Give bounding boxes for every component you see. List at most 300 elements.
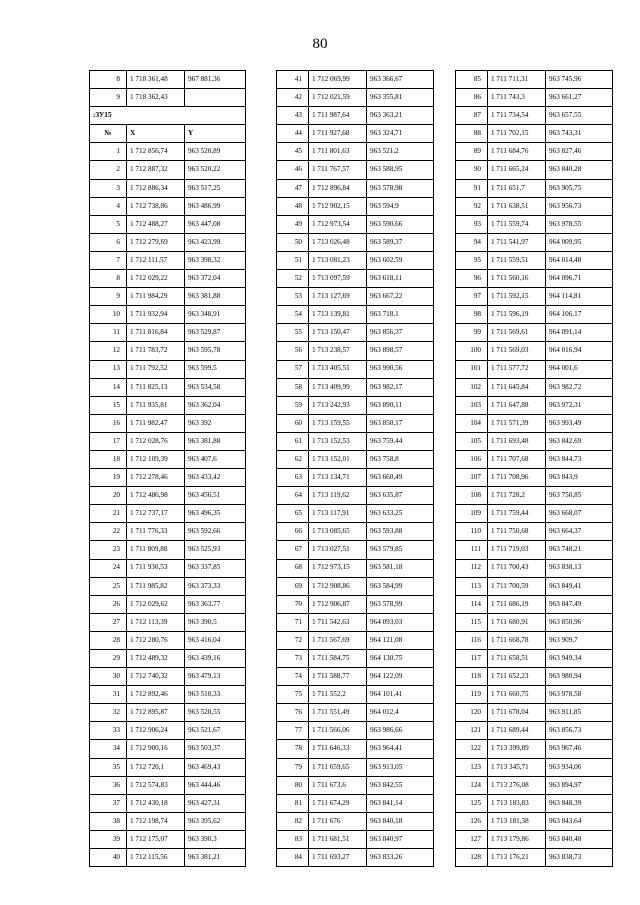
x-coordinate: 1 718 362,43 (127, 89, 185, 107)
table-row (277, 469, 434, 487)
point-number: 54 (277, 306, 309, 324)
x-coordinate: 1 713 399,89 (488, 740, 546, 758)
coordinates-table-1-body (90, 71, 246, 867)
table-row (456, 396, 613, 414)
table-row (90, 812, 246, 830)
y-coordinate: 963 842,55 (367, 776, 434, 794)
y-coordinate: 963 486,99 (185, 197, 246, 215)
point-number: 37 (90, 794, 127, 812)
y-coordinate: 963 395,62 (185, 812, 246, 830)
x-coordinate: 1 711 776,33 (127, 523, 185, 541)
x-coordinate: 1 712 029,62 (127, 595, 185, 613)
y-coordinate: 963 967,46 (546, 740, 613, 758)
y-coordinate: 963 590,66 (367, 215, 434, 233)
table-row (90, 179, 246, 197)
x-coordinate: 1 711 702,15 (488, 125, 546, 143)
y-coordinate: 963 898,57 (367, 342, 434, 360)
x-coordinate: 1 712 113,39 (127, 613, 185, 631)
point-number: 5 (90, 215, 127, 233)
table-row (277, 758, 434, 776)
table-row (277, 378, 434, 396)
y-coordinate: 963 841,14 (367, 794, 434, 812)
point-number: 81 (277, 794, 309, 812)
table-row (277, 125, 434, 143)
y-coordinate: 963 911,85 (546, 704, 613, 722)
x-coordinate: 1 713 183,83 (488, 794, 546, 812)
table-row (277, 71, 434, 89)
y-coordinate: 963 381,88 (185, 288, 246, 306)
x-coordinate: 1 712 737,17 (127, 505, 185, 523)
y-coordinate: 963 660,49 (367, 469, 434, 487)
x-coordinate: 1 711 674,29 (309, 794, 367, 812)
x-coordinate: 1 712 175,07 (127, 830, 185, 848)
y-coordinate: 963 667,22 (367, 288, 434, 306)
point-number: 126 (456, 812, 488, 830)
y-coordinate: 963 827,46 (546, 143, 613, 161)
x-coordinate: 1 711 708,96 (488, 469, 546, 487)
table-row (456, 107, 613, 125)
point-number: 59 (277, 396, 309, 414)
table-row (456, 613, 613, 631)
x-coordinate: 1 711 559,74 (488, 215, 546, 233)
table-row (277, 414, 434, 432)
point-number: 83 (277, 830, 309, 848)
table-row (277, 650, 434, 668)
table-row (277, 360, 434, 378)
table-row (456, 812, 613, 830)
table-row (456, 414, 613, 432)
point-number: 63 (277, 469, 309, 487)
x-coordinate: 1 713 159,55 (309, 414, 367, 432)
coordinates-table-1 (89, 70, 246, 867)
x-coordinate: 1 713 081,23 (309, 251, 367, 269)
point-number: 36 (90, 776, 127, 794)
point-number: 69 (277, 577, 309, 595)
table-row (456, 487, 613, 505)
y-coordinate: 963 521,67 (185, 722, 246, 740)
table-row (90, 487, 246, 505)
y-coordinate: 963 525,93 (185, 541, 246, 559)
y-coordinate: 963 913,05 (367, 758, 434, 776)
table-row (90, 396, 246, 414)
table-row (277, 270, 434, 288)
table-row (456, 233, 613, 251)
y-coordinate: 963 398,32 (185, 251, 246, 269)
y-coordinate: 963 718,1 (367, 306, 434, 324)
x-coordinate: 1 711 684,76 (488, 143, 546, 161)
x-coordinate: 1 711 551,49 (309, 704, 367, 722)
y-coordinate: 963 529,87 (185, 324, 246, 342)
table-row (90, 414, 246, 432)
x-coordinate: 1 712 028,76 (127, 432, 185, 450)
point-number: 71 (277, 613, 309, 631)
x-coordinate: 1 711 689,44 (488, 722, 546, 740)
table-row (90, 251, 246, 269)
x-coordinate: 1 713 238,57 (309, 342, 367, 360)
point-number: 97 (456, 288, 488, 306)
point-number: 127 (456, 830, 488, 848)
y-coordinate: 963 578,99 (367, 595, 434, 613)
y-coordinate: 963 578,98 (367, 179, 434, 197)
y-coordinate: 963 469,43 (185, 758, 246, 776)
x-coordinate: 1 713 119,62 (309, 487, 367, 505)
table-row (277, 631, 434, 649)
x-coordinate: 1 713 181,38 (488, 812, 546, 830)
y-coordinate: 963 890,11 (367, 396, 434, 414)
y-coordinate: 963 843,9 (546, 469, 613, 487)
point-number: 117 (456, 650, 488, 668)
x-coordinate: 1 711 588,77 (309, 668, 367, 686)
y-coordinate: 964 014,48 (546, 251, 613, 269)
table-row (90, 71, 246, 89)
table-row (277, 450, 434, 468)
point-number: 34 (90, 740, 127, 758)
coordinates-table-2 (276, 70, 434, 867)
y-coordinate: 963 348,91 (185, 306, 246, 324)
y-coordinate: 963 956,73 (546, 197, 613, 215)
y-coordinate: 964 121,08 (367, 631, 434, 649)
point-number: 28 (90, 631, 127, 649)
x-coordinate: 1 711 552,2 (309, 686, 367, 704)
point-number: 91 (456, 179, 488, 197)
y-coordinate: 963 664,37 (546, 523, 613, 541)
point-number: 100 (456, 342, 488, 360)
y-coordinate: 963 838,13 (546, 559, 613, 577)
point-number: 128 (456, 849, 488, 867)
table-row (456, 378, 613, 396)
x-coordinate: 1 711 816,84 (127, 324, 185, 342)
y-coordinate: 964 130,75 (367, 650, 434, 668)
y-coordinate: 963 363,77 (185, 595, 246, 613)
x-coordinate: 1 711 592,15 (488, 288, 546, 306)
y-coordinate: 963 743,31 (546, 125, 613, 143)
table-row (277, 161, 434, 179)
y-coordinate: 963 844,73 (546, 450, 613, 468)
x-coordinate: 1 711 750,68 (488, 523, 546, 541)
table-row (456, 776, 613, 794)
y-coordinate: 964 101,41 (367, 686, 434, 704)
y-coordinate: 964 114,81 (546, 288, 613, 306)
x-coordinate: 1 711 711,31 (488, 71, 546, 89)
x-coordinate: 1 711 542,63 (309, 613, 367, 631)
x-coordinate: 1 711 982,47 (127, 414, 185, 432)
x-coordinate: 1 711 566,06 (309, 722, 367, 740)
point-number: 13 (90, 360, 127, 378)
table-row (456, 577, 613, 595)
x-coordinate: 1 711 673,6 (309, 776, 367, 794)
point-number: 26 (90, 595, 127, 613)
y-coordinate: 963 964,41 (367, 740, 434, 758)
x-coordinate: 1 711 927,68 (309, 125, 367, 143)
x-coordinate: 1 712 280,76 (127, 631, 185, 649)
x-coordinate: 1 712 973,15 (309, 559, 367, 577)
point-number: 11 (90, 324, 127, 342)
x-coordinate: 1 711 651,7 (488, 179, 546, 197)
x-coordinate: 1 713 405,51 (309, 360, 367, 378)
y-coordinate: 963 392 (185, 414, 246, 432)
point-number: 31 (90, 686, 127, 704)
x-coordinate: 1 711 707,68 (488, 450, 546, 468)
y-coordinate: 963 850,96 (546, 613, 613, 631)
x-coordinate: 1 712 111,57 (127, 251, 185, 269)
point-number: 20 (90, 487, 127, 505)
x-coordinate: 1 712 902,15 (309, 197, 367, 215)
y-coordinate: 963 842,69 (546, 432, 613, 450)
point-number: 22 (90, 523, 127, 541)
table-row (456, 270, 613, 288)
y-coordinate: 963 372,04 (185, 270, 246, 288)
y-coordinate: 963 390,5 (185, 613, 246, 631)
point-number: 49 (277, 215, 309, 233)
x-coordinate: 1 712 973,54 (309, 215, 367, 233)
table-row (277, 324, 434, 342)
x-coordinate: 1 713 085,65 (309, 523, 367, 541)
y-coordinate: 963 433,42 (185, 469, 246, 487)
table-row (277, 215, 434, 233)
point-number: 67 (277, 541, 309, 559)
table-row (456, 595, 613, 613)
x-coordinate: 1 712 856,74 (127, 143, 185, 161)
point-number: 50 (277, 233, 309, 251)
point-number: 85 (456, 71, 488, 89)
point-number: 76 (277, 704, 309, 722)
table-row (90, 849, 246, 867)
x-coordinate: 1 711 665,24 (488, 161, 546, 179)
point-number: 61 (277, 432, 309, 450)
y-coordinate: 964 096,71 (546, 270, 613, 288)
table-row (277, 686, 434, 704)
table-row (277, 288, 434, 306)
point-number: 39 (90, 830, 127, 848)
y-coordinate: 964 001,6 (546, 360, 613, 378)
point-number: 57 (277, 360, 309, 378)
y-coordinate: 963 588,95 (367, 161, 434, 179)
table-row (456, 251, 613, 269)
y-coordinate: 963 447,08 (185, 215, 246, 233)
y-coordinate: 963 407,6 (185, 450, 246, 468)
point-number: 19 (90, 469, 127, 487)
point-number: 8 (90, 71, 127, 89)
page-number: 80 (312, 36, 328, 52)
table-row (90, 89, 246, 107)
table-row (456, 197, 613, 215)
x-coordinate: 1 711 783,72 (127, 342, 185, 360)
y-coordinate: 963 579,85 (367, 541, 434, 559)
point-number: 105 (456, 432, 488, 450)
point-number: 112 (456, 559, 488, 577)
point-number: 3 (90, 179, 127, 197)
point-number: 72 (277, 631, 309, 649)
x-coordinate: 1 711 680,91 (488, 613, 546, 631)
point-number: 30 (90, 668, 127, 686)
table-row (456, 324, 613, 342)
x-coordinate: 1 711 668,78 (488, 631, 546, 649)
y-coordinate: 963 949,34 (546, 650, 613, 668)
table-row (90, 469, 246, 487)
x-coordinate: 1 712 896,84 (309, 179, 367, 197)
y-coordinate: 963 986,66 (367, 722, 434, 740)
table-row (90, 722, 246, 740)
point-number: 94 (456, 233, 488, 251)
point-number: 78 (277, 740, 309, 758)
point-number: 41 (277, 71, 309, 89)
y-coordinate: 963 594,9 (367, 197, 434, 215)
table-row (90, 613, 246, 631)
point-number: 51 (277, 251, 309, 269)
x-coordinate: 1 713 134,71 (309, 469, 367, 487)
y-coordinate: 963 978,58 (546, 686, 613, 704)
y-coordinate: 963 595,78 (185, 342, 246, 360)
x-coordinate: 1 712 488,27 (127, 215, 185, 233)
y-coordinate: 964 012,4 (367, 704, 434, 722)
x-coordinate: 1 711 930,53 (127, 559, 185, 577)
x-coordinate: 1 713 026,48 (309, 233, 367, 251)
table-row (277, 704, 434, 722)
point-number: 106 (456, 450, 488, 468)
y-coordinate (185, 89, 246, 107)
table-row (277, 396, 434, 414)
point-number: 38 (90, 812, 127, 830)
point-number: 73 (277, 650, 309, 668)
table-row (90, 740, 246, 758)
point-number: 23 (90, 541, 127, 559)
table-row (277, 595, 434, 613)
table-row (277, 107, 434, 125)
x-coordinate: 1 712 738,86 (127, 197, 185, 215)
table-row (456, 125, 613, 143)
table-row (456, 541, 613, 559)
x-coordinate: 1 711 700,59 (488, 577, 546, 595)
y-coordinate: 963 337,85 (185, 559, 246, 577)
x-coordinate: 1 712 198,74 (127, 812, 185, 830)
point-number: 120 (456, 704, 488, 722)
y-coordinate: 963 520,55 (185, 704, 246, 722)
y-coordinate: 963 661,27 (546, 89, 613, 107)
x-coordinate: 1 712 720,1 (127, 758, 185, 776)
table-row (456, 559, 613, 577)
table-row (456, 631, 613, 649)
point-number: 75 (277, 686, 309, 704)
x-coordinate: 1 712 887,32 (127, 161, 185, 179)
point-number: 35 (90, 758, 127, 776)
table-row (277, 197, 434, 215)
y-coordinate: 963 592,66 (185, 523, 246, 541)
y-coordinate: 963 373,33 (185, 577, 246, 595)
x-coordinate: 1 711 660,75 (488, 686, 546, 704)
table-row (277, 776, 434, 794)
table-row (456, 342, 613, 360)
point-number: 4 (90, 197, 127, 215)
y-coordinate: 963 934,06 (546, 758, 613, 776)
point-number: 18 (90, 450, 127, 468)
point-number: 95 (456, 251, 488, 269)
point-number: 66 (277, 523, 309, 541)
table-row (90, 830, 246, 848)
x-coordinate: 1 711 792,52 (127, 360, 185, 378)
y-coordinate: 963 993,49 (546, 414, 613, 432)
table-row (90, 541, 246, 559)
x-coordinate: 1 711 686,19 (488, 595, 546, 613)
y-coordinate: 963 496,35 (185, 505, 246, 523)
x-coordinate: 1 711 646,33 (309, 740, 367, 758)
y-coordinate: 963 355,81 (367, 89, 434, 107)
table-row (456, 469, 613, 487)
table-row (90, 450, 246, 468)
section-label: :ЗУ15 (90, 107, 246, 125)
x-coordinate: 1 712 906,87 (309, 595, 367, 613)
table-row (277, 432, 434, 450)
y-coordinate: 963 833,26 (367, 849, 434, 867)
y-coordinate: 963 363,21 (367, 107, 434, 125)
table-row (456, 830, 613, 848)
x-coordinate: 1 712 908,86 (309, 577, 367, 595)
y-coordinate: 963 850,17 (367, 414, 434, 432)
table-row (277, 233, 434, 251)
table-row (277, 541, 434, 559)
x-coordinate: 1 711 659,65 (309, 758, 367, 776)
table-row (277, 794, 434, 812)
table-row (277, 523, 434, 541)
y-coordinate: 963 456,51 (185, 487, 246, 505)
y-coordinate: 963 427,31 (185, 794, 246, 812)
point-number: 15 (90, 396, 127, 414)
point-number: 52 (277, 270, 309, 288)
point-number: 48 (277, 197, 309, 215)
table-row (90, 505, 246, 523)
point-number: 80 (277, 776, 309, 794)
point-number: 64 (277, 487, 309, 505)
point-number: 87 (456, 107, 488, 125)
x-coordinate: 1 713 409,99 (309, 378, 367, 396)
y-coordinate: 963 589,37 (367, 233, 434, 251)
y-coordinate: 963 599,5 (185, 360, 246, 378)
point-number: 12 (90, 342, 127, 360)
x-coordinate: 1 711 647,88 (488, 396, 546, 414)
coordinates-table-2-body (277, 71, 434, 867)
point-number: 9 (90, 288, 127, 306)
x-coordinate: 1 713 276,08 (488, 776, 546, 794)
x-coordinate: 1 713 150,47 (309, 324, 367, 342)
header-number: № (90, 125, 127, 143)
point-number: 74 (277, 668, 309, 686)
x-coordinate: 1 711 728,2 (488, 487, 546, 505)
table-row (456, 523, 613, 541)
point-number: 8 (90, 270, 127, 288)
point-number: 40 (90, 849, 127, 867)
table-row (90, 776, 246, 794)
x-coordinate: 1 711 932,94 (127, 306, 185, 324)
y-coordinate: 963 847,49 (546, 595, 613, 613)
point-number: 122 (456, 740, 488, 758)
x-coordinate: 1 713 152,53 (309, 432, 367, 450)
y-coordinate: 963 745,96 (546, 71, 613, 89)
y-coordinate: 963 758,8 (367, 450, 434, 468)
table-row (90, 686, 246, 704)
table-row (456, 650, 613, 668)
y-coordinate: 963 423,99 (185, 233, 246, 251)
y-coordinate: 963 444,46 (185, 776, 246, 794)
x-coordinate: 1 711 567,69 (309, 631, 367, 649)
point-number: 103 (456, 396, 488, 414)
point-number: 27 (90, 613, 127, 631)
y-coordinate: 967 881,36 (185, 71, 246, 89)
y-coordinate: 963 584,99 (367, 577, 434, 595)
point-number: 21 (90, 505, 127, 523)
y-coordinate: 963 635,87 (367, 487, 434, 505)
table-row (277, 812, 434, 830)
table-row (456, 143, 613, 161)
point-number: 101 (456, 360, 488, 378)
